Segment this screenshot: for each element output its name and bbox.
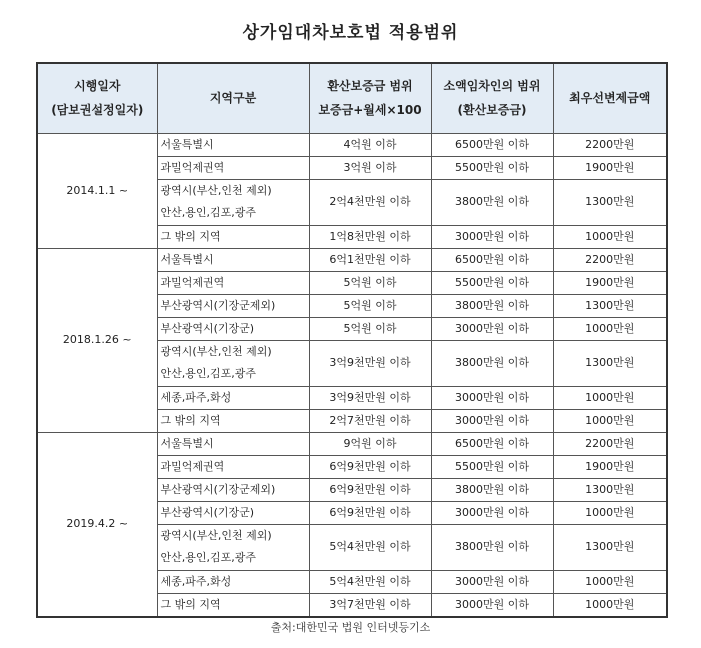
deposit-range-cell: 5억원 이하 bbox=[309, 271, 431, 294]
deposit-range-cell: 3억9천만원 이하 bbox=[309, 386, 431, 409]
small-tenant-range-cell: 3800만원 이하 bbox=[431, 478, 553, 501]
region-label: 과밀억제권역 bbox=[160, 275, 225, 289]
table-row bbox=[37, 133, 667, 156]
region-label: 안산,용인,김포,광주 bbox=[160, 551, 256, 564]
region-label: 부산광역시(기장군제외) bbox=[160, 298, 276, 312]
priority-amount-cell: 2200만원 bbox=[553, 432, 667, 455]
deposit-range-cell: 9억원 이하 bbox=[309, 432, 431, 455]
small-tenant-range-cell: 6500만원 이하 bbox=[431, 432, 553, 455]
region-cell bbox=[157, 225, 309, 248]
header-date bbox=[37, 63, 157, 133]
small-tenant-range-cell: 5500만원 이하 bbox=[431, 156, 553, 179]
region-label: 과밀억제권역 bbox=[160, 160, 225, 174]
region-label: 그 밖의 지역 bbox=[160, 597, 221, 611]
priority-amount-cell: 1900만원 bbox=[553, 271, 667, 294]
region-label: 부산광역시(기장군) bbox=[160, 321, 255, 335]
header-range bbox=[309, 63, 431, 133]
region-label: 안산,용인,김포,광주 bbox=[160, 367, 256, 380]
region-cell bbox=[157, 317, 309, 340]
small-tenant-range-cell: 3000만원 이하 bbox=[431, 501, 553, 524]
region-cell bbox=[157, 294, 309, 317]
table-row bbox=[37, 432, 667, 455]
deposit-range-cell: 5억4천만원 이하 bbox=[309, 570, 431, 593]
deposit-range-cell: 6억9천만원 이하 bbox=[309, 501, 431, 524]
deposit-range-cell: 2억7천만원 이하 bbox=[309, 409, 431, 432]
header-small-line1: 소액임차인의 범위 bbox=[443, 79, 541, 94]
region-cell bbox=[157, 179, 309, 225]
region-label: 과밀억제권역 bbox=[160, 459, 225, 473]
small-tenant-range-cell: 3800만원 이하 bbox=[431, 294, 553, 317]
priority-amount-cell: 1300만원 bbox=[553, 340, 667, 386]
priority-amount-cell: 1900만원 bbox=[553, 156, 667, 179]
table-body bbox=[37, 133, 667, 617]
small-tenant-range-cell: 5500만원 이하 bbox=[431, 271, 553, 294]
priority-amount-cell: 1000만원 bbox=[553, 570, 667, 593]
priority-amount-cell: 1000만원 bbox=[553, 317, 667, 340]
region-cell bbox=[157, 386, 309, 409]
small-tenant-range-cell: 3800만원 이하 bbox=[431, 340, 553, 386]
region-label: 세종,파주,화성 bbox=[160, 390, 232, 404]
priority-amount-cell: 1300만원 bbox=[553, 294, 667, 317]
header-small bbox=[431, 63, 553, 133]
table-row bbox=[37, 248, 667, 271]
region-label: 부산광역시(기장군제외) bbox=[160, 482, 276, 496]
deposit-range-cell: 6억1천만원 이하 bbox=[309, 248, 431, 271]
deposit-range-cell: 2억4천만원 이하 bbox=[309, 179, 431, 225]
region-cell bbox=[157, 593, 309, 617]
deposit-range-cell: 5억원 이하 bbox=[309, 294, 431, 317]
priority-amount-cell: 1000만원 bbox=[553, 501, 667, 524]
small-tenant-range-cell: 3800만원 이하 bbox=[431, 179, 553, 225]
priority-amount-cell: 1300만원 bbox=[553, 478, 667, 501]
small-tenant-range-cell: 3000만원 이하 bbox=[431, 570, 553, 593]
deposit-range-cell: 5억4천만원 이하 bbox=[309, 524, 431, 570]
region-cell bbox=[157, 455, 309, 478]
page-title: 상가임대차보호법 적용범위 bbox=[242, 23, 459, 43]
header-date-line2: (담보권설정일자) bbox=[51, 103, 144, 118]
deposit-range-cell: 3억7천만원 이하 bbox=[309, 593, 431, 617]
region-cell bbox=[157, 432, 309, 455]
small-tenant-range-cell: 3000만원 이하 bbox=[431, 593, 553, 617]
region-label: 그 밖의 지역 bbox=[160, 229, 221, 243]
region-cell bbox=[157, 409, 309, 432]
deposit-range-cell: 1억8천만원 이하 bbox=[309, 225, 431, 248]
header-range-line2: 보증금+월세×100 bbox=[318, 103, 422, 118]
priority-amount-cell: 2200만원 bbox=[553, 133, 667, 156]
priority-amount-cell: 1300만원 bbox=[553, 524, 667, 570]
region-label: 광역시(부산,인천 제외) bbox=[160, 184, 272, 197]
header-row bbox=[37, 63, 667, 133]
region-cell bbox=[157, 133, 309, 156]
region-label: 서울특별시 bbox=[160, 252, 214, 266]
priority-amount-cell: 1300만원 bbox=[553, 179, 667, 225]
region-cell bbox=[157, 248, 309, 271]
small-tenant-range-cell: 3000만원 이하 bbox=[431, 225, 553, 248]
small-tenant-range-cell: 3000만원 이하 bbox=[431, 386, 553, 409]
deposit-range-cell: 6억9천만원 이하 bbox=[309, 455, 431, 478]
effective-date-cell: 2018.1.26 ~ bbox=[37, 248, 157, 432]
priority-amount-cell: 1000만원 bbox=[553, 409, 667, 432]
deposit-range-cell: 3억9천만원 이하 bbox=[309, 340, 431, 386]
region-cell bbox=[157, 501, 309, 524]
header-range-line1: 환산보증금 범위 bbox=[327, 79, 413, 94]
region-label: 안산,용인,김포,광주 bbox=[160, 206, 256, 219]
small-tenant-range-cell: 3000만원 이하 bbox=[431, 317, 553, 340]
header-region: 지역구분 bbox=[157, 63, 309, 133]
region-label: 세종,파주,화성 bbox=[160, 574, 232, 588]
region-label: 부산광역시(기장군) bbox=[160, 505, 255, 519]
region-cell bbox=[157, 524, 309, 570]
priority-amount-cell: 1900만원 bbox=[553, 455, 667, 478]
deposit-range-cell: 5억원 이하 bbox=[309, 317, 431, 340]
header-small-line2: (환산보증금) bbox=[457, 103, 527, 118]
region-label: 광역시(부산,인천 제외) bbox=[160, 345, 272, 358]
small-tenant-range-cell: 6500만원 이하 bbox=[431, 133, 553, 156]
deposit-range-cell: 4억원 이하 bbox=[309, 133, 431, 156]
deposit-range-cell: 3억원 이하 bbox=[309, 156, 431, 179]
header-date-line1: 시행일자 bbox=[74, 79, 121, 94]
source-note: 출처:대한민국 법원 인터넷등기소 bbox=[270, 621, 431, 634]
effective-date-cell: 2014.1.1 ~ bbox=[37, 133, 157, 248]
priority-amount-cell: 1000만원 bbox=[553, 225, 667, 248]
small-tenant-range-cell: 3000만원 이하 bbox=[431, 409, 553, 432]
priority-amount-cell: 1000만원 bbox=[553, 386, 667, 409]
application-scope-table bbox=[36, 62, 668, 618]
effective-date-cell: 2019.4.2 ~ bbox=[37, 432, 157, 617]
region-cell bbox=[157, 271, 309, 294]
header-priority: 최우선변제금액 bbox=[553, 63, 667, 133]
region-label: 서울특별시 bbox=[160, 436, 214, 450]
region-label: 그 밖의 지역 bbox=[160, 413, 221, 427]
small-tenant-range-cell: 3800만원 이하 bbox=[431, 524, 553, 570]
region-label: 광역시(부산,인천 제외) bbox=[160, 529, 272, 542]
priority-amount-cell: 1000만원 bbox=[553, 593, 667, 617]
small-tenant-range-cell: 5500만원 이하 bbox=[431, 455, 553, 478]
small-tenant-range-cell: 6500만원 이하 bbox=[431, 248, 553, 271]
region-cell bbox=[157, 478, 309, 501]
region-cell bbox=[157, 156, 309, 179]
region-label: 서울특별시 bbox=[160, 137, 214, 151]
region-cell bbox=[157, 340, 309, 386]
region-cell bbox=[157, 570, 309, 593]
deposit-range-cell: 6억9천만원 이하 bbox=[309, 478, 431, 501]
priority-amount-cell: 2200만원 bbox=[553, 248, 667, 271]
